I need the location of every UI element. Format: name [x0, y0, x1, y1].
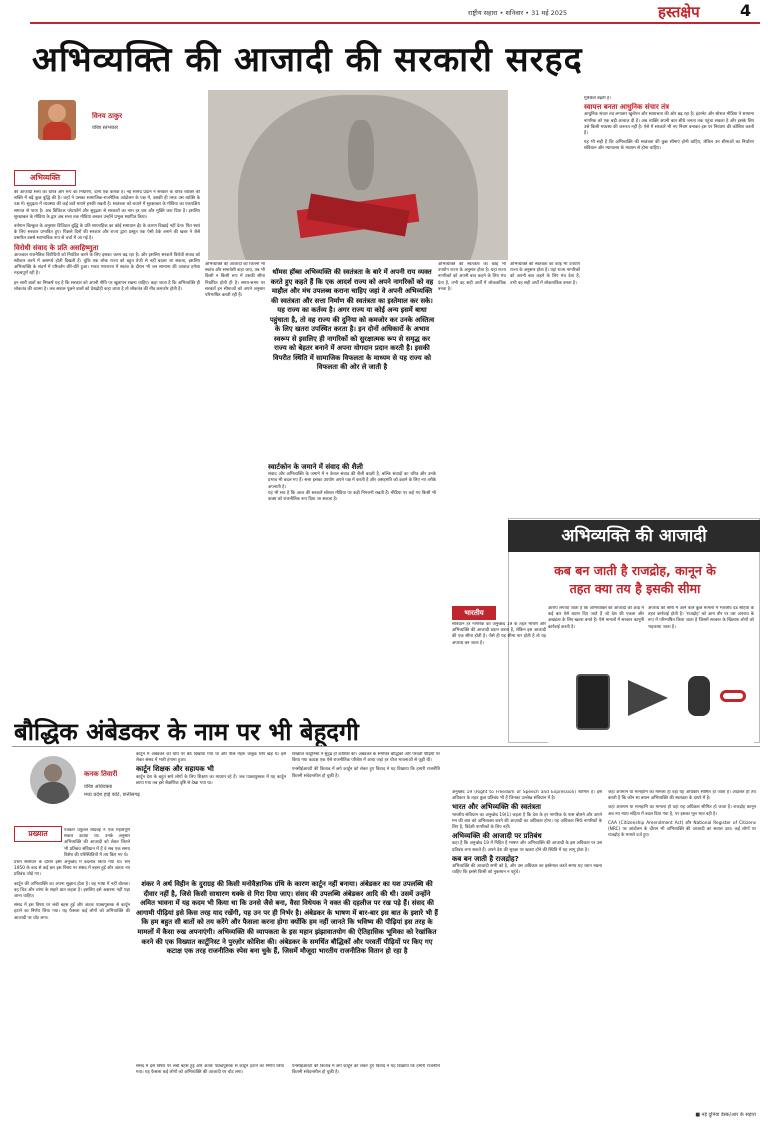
article2-col1b: प्रथम संशोधन के दौरान इसी अनुच्छेद में बदलाव किया गया था। सन् 1950 के बाद से कई बार इस विषय पर संसद में बहस हुई और अंततः नए प्रतिबंध जोड़े गए। कार्टून की अभिव्यक्ति का अपना सुझाव होता है। बह भाषा में नहीं बोलता। वह चित्र और व्यंग्य के सहारे बात कहता है। इसलिए इसे अक्षरशः नहीं पढ़ा जाना चाहिए। संसद में इस विषय पर लंबी बहस हुई और अंततः पाठ्यपुस्तक से कार्टून हटाने का निर्णय लिया गया। यह फैसला कई लोगों को अभिव्यक्ति की आजादी पर चोट लगा।: [14, 860, 130, 921]
author-role: वरिष्ठ स्तंभकार: [92, 125, 119, 131]
article1-pullquote: थॉमस हॉब्स अभिव्यक्ति की स्वतंत्रता के बारे में अपनी राय व्यक्त करते हुए कहते हैं कि एक आदर्श राज्य को अपने नागरिकों को वह माहौल और मंच उपलब्ध कराना चाहिए जहां वे अपनी अभिव्यक्ति की स्वतंत्रता और सत्ता निर्माण की स्वतंत्रता का इस्तेमाल कर सके। यह राज्य का कर्तव्य है। अगर राज्य या कोई अन्य इसमें बाधा पहुंचाता है, तो वह राज्य की दुनिया को कमजोर कर उनके अस्तित्व के लिए खतरा उपस्थित करता है। इन दोनों अधिकारों के अभाव स्वरूप से इसलिए ही नागरिकों को सुरक्षात्मक रूप से समृद्ध कर राज्य को बेहतर बनाने में अपना योगदान प्रदान करती है। इसकी विपरीत स्थिति में सामाजिक विफलता के माध्यम से यह राज्य को विफलता की ओर ले जाती है: [269, 268, 435, 371]
article2-col1: पत्रकार प्रफुल्ल बिदवई ने एक महत्वपूर्ण सवाल उठाया था। उनके अनुसार अभिव्यक्ति की आजादी को लेकर जितने भी प्रतिबंध संविधान में हैं वे सब एक समय विशेष की परिस्थितियों में तय किए गए थे।: [64, 828, 130, 858]
box-title-bar: [508, 520, 760, 552]
masthead-rule: [30, 22, 760, 24]
hero-image: [208, 90, 508, 260]
box-subtitle-1: कब बन जाती है राजद्रोह, कानून के: [554, 563, 716, 578]
article2-author-role2: मध्य प्रदेश हाई कोर्ट, छत्तीसगढ़: [84, 792, 140, 798]
nose-shape: [348, 120, 374, 190]
article2-author-photo: [30, 756, 76, 804]
masthead: [0, 0, 768, 22]
article2-col3: विख्यात कार्टूनिस्ट ने सुदृढ़ हो कोशिश की। अंबेडकर के समर्थित बौद्धिकों और परवर्ती पीढ़ियों पर किया गया कटाक्ष एक ऐसे राजनीतिक परिवेश में आया जहां हर चीज भावनाओं से जुड़ी थी। एनसीईआरटी की किताब में छपे कार्टून को लेकर हुए विवाद ने यह दिखाया कि हमारी राजनीति कितनी संवेदनशील हो चुकी है।: [292, 752, 440, 779]
article1-col1: की आजादी सत्ता का चरित्र और रूप का निर्धारण, दोनों एक कारक है। नई सामग्र प्रदान ने सरकार के चरित्र व्यक्ति की शक्ति में बढ़ें कुछ बुद्धि की है। जहाँ ने उसका सामाजिक-राजनैतिक आंदोलन के पक्ष में, उसकी ही तरफ़ उस व्यक्ति के पक्ष में। सुदृढ़ता में व्यवस्था की कई बातें मायने इनकी रखती है। स्वतंत्रता को बचाने में सुरक्षाबल के मीडिया का एकपक्षिय समाप्त से पाया है। अब डिजिटल प्लेटफॉर्म और सुदृढ़ता से सरकारों का नाम हर बार और मुक्ति करा दिया है। इसलिए सुरक्षाबल के मीडिया के द्वार अब सत्ता तक मीडिया बनकर उन्होंने प्रभुत्व स्थापित किया। वर्तमान बिल्कुल के अनुसार डिजिटल बुद्धि के प्रति साप्ताहिक का कोई समाधान ईंट के कारण दिखाई नहीं देता। फिर स्वयं के लिए सरकार प्रभावित हुए। पिछले दिनों की सरकार और राज्य द्वारा प्रस्तुत एक ऐसी ठेके बनाने की खबर ने जैसे प्रसारित उससे स्वाभाविक रूप से चर्चा में आ गई है। विरोधी संवाद के प्रति असहिष्णुता आजकल राजनैतिक विरोधियों को नियंत्रित करने के लिए इसका चलन बढ़ रहा है। और इसलिए सरकारें विरोधी संवाद को स्वीकार करने में असमर्थ होती दिखती हैं। चूंकि एक लोक राज्य को बहुत तेजी से नहीं बदला जा सकता, इसलिए अभिव्यक्ति के संदर्भ में परिवर्तन धीरे-धीरे हुआ। भारत गणराज्य में स्वतंत्र के दौरान भी जन सामान्य की आवाज़ हमेशा महत्वपूर्ण रही है। इन सारी बातों का निष्कर्ष यह है कि सरकार को अपनी नीति पर खुलापन रखना चाहिए। कहा जाता है कि अभिव्यक्ति ही लोकतंत्र की आत्मा है। जब सवाल पूछने वालों को देशद्रोही कहा जाता है तो लोकतंत्र की नींव कमजोर होती है।: [14, 190, 200, 292]
box-subtitle-2: तहत क्या तय है इसकी सीमा: [569, 581, 701, 596]
article1-col2: अभिव्यक्ति की आजादी को जितनी भी स्वतंत्र और समावेशी कहा जाए, तब भी किसी न किसी रूप में उसकी सीमा निर्धारित होती ही है। समय-समय पर सरकारें इन सीमाओं को अपने अनुसार परिभाषित करती रही हैं।: [205, 262, 265, 299]
article2-author-role: वरिष्ठ अधिवक्ता: [84, 784, 113, 790]
author-photo: [38, 100, 76, 140]
author-name: विनय ठाकुर: [92, 112, 123, 120]
phone-icon: [576, 674, 610, 730]
box-col4: अनुच्छेद 19 (Right to Freedom of Speech and Expression) शामिल है। इस अधिकार के तहत कुछ प्रतिबंध भी हैं जिनका उल्लेख संविधान में है। भारत और अभिव्यक्ति की स्वतंत्रता भारतीय संविधान का अनुच्छेद 19(1) कहता है कि देश के हर नागरिक के पास बोलने और अपने मन की बात को अभिव्यक्त करने की आज़ादी का अधिकार होगा। यह अधिकार सिर्फ नागरिकों के लिए है, विदेशी नागरिकों के लिए नहीं। अभिव्यक्ति की आजादी पर प्रतिबंध कहा है कि अनुच्छेद 19 में निहित है भाषण और अभिव्यक्ति की आजादी के इस अधिकार पर उस प्रतिबंध लगा सकते हैं। अपने देश की सुरक्षा पर खतरा होने की स्थिति में यह लागू होता है। कब बन जाती है राजद्रोह? अभिव्यक्ति की आजादी सभी को है, और उस अधिकार का इस्तेमाल करते समय यह ध्यान रखना चाहिए कि इससे किसी को नुकसान न पहुंचे।: [452, 790, 602, 876]
protest-illustration: [548, 660, 754, 746]
article1-col1-upper: [80, 168, 200, 190]
dateline: राष्ट्रीय सहारा • शनिवार • 31 मई 2025: [468, 9, 568, 17]
article1-col5b: अभिव्यक्ति की स्वतंत्रता का कोई भी उपयोग राज्य के अनुसार होता है। यहां राज्य नागरिकों को अपनी बात कहने के लिए मंच देता है, तभी वह सही अर्थों में लोकतांत्रिक बनता है।: [510, 262, 580, 286]
section-brand: हस्तक्षेप: [658, 3, 700, 21]
article1-col5: मुश्किलें बढ़ती हैं। स्वायत्त बनता आधुनिक संचार तंत्र आधुनिक संचार तंत्र लगातार खुलेपन और स्वायत्तता की ओर बढ़ रहा है। इंटरनेट और सोशल मीडिया ने सामान्य नागरिक को एक बड़ी आवाज़ दी है। अब व्यक्ति अपनी बात सीधे जनता तक पहुंचा सकता है और इसके लिए उसे किसी मध्यस्थ की जरूरत नहीं है। ऐसे में सरकारें भी नए नियम बनाकर इस पर नियंत्रण की कोशिश करती हैं। यह भी सही है कि अभिव्यक्ति की स्वतंत्रता की कुछ सीमाएं होनी चाहिए, लेकिन उन सीमाओं का निर्धारण संविधान और न्यायालय के माध्यम से होना चाहिए।: [584, 96, 754, 152]
box-col1: संविधान हर नागरिक को अनुच्छेद 19 के तहत भाषण और अभिव्यक्ति की आजादी प्रदान करता है, लेकिन इस आजादी की एक सीमा होती है। जैसे ही यह सीमा पार होती है तो यह अपराध बन जाता है।: [452, 622, 546, 646]
article2-pullquote: शंकर ने अर्थ विहीन के दुराग्रह की किसी मनोवैज्ञानिक ग्रंथि के कारण कार्टून नहीं बनाया। अंबेडकर का यश उपलब्धि की दीवार नहीं है, जिसे किसी साधारण धक्के से गिरा दिया जाए। संसद की उपलब्धि अंबेडकर आदि की थी। उसमें उन्होंने अमित भावना में यह कदम भी किया था कि उनसे जैसे बना, वैसा विधेयक ने वक्त की दहलीज पर रख पड़े हैं। संसद की आगामी पीढ़ियां इसे किस तरह याद रखेंगी, यह उन पर ही निर्भर है। अंबेडकर के भाषण में बार-बार इस बात के इशारे भी हैं कि हम बहुत सी बातों को तय करेंगे और फैसला करना होगा क्योंकि हम नहीं जानते कि भविष्य की पीढ़ियां इस तरह के मामलों में कैसा रुख अपनाएंगी। अभिव्यक्ति की व्यापकता के इस महान झंझावातयोग की ऐतिहासिक भूमिका को रेखांकित करने की एक विख्यात कार्टूनिस्ट ने पुरज़ोर कोशिश की। अंबेडकर के समर्थित बौद्धिकों और परवर्ती पीढ़ियों पर किए गए कटाक्ष एक तरह राजनीतिक स्पेस बना चुके हैं, जिसमें मौजूदा भारतीय राजनीतिक वितान हो रहा है: [136, 880, 438, 956]
article2-col2: कार्टून में अंबेडकर को घोंघे पर बैठे दिखाया गया था और पीछे नेहरू चाबुक लिए खड़े थे। इसे लेकर संसद में भारी हंगामा हुआ। कार्टून शिक्षक और सहायक भी कार्टून देश के बहुत सारे लोगों के लिए शिक्षण का माध्यम रहे हैं। जब पाठ्यपुस्तक में यह कार्टून छापा गया तब इसे शैक्षणिक दृष्टि से देखा गया था।: [136, 752, 286, 786]
article2-tag: प्रख्यात: [14, 826, 62, 842]
article1-col4: अभिव्यक्ति की स्वतंत्रता का कोई भी उपयोग राज्य के अनुसार होता है। यहां राज्य नागरिकों को अपनी बात कहने के लिए मंच देता है, तभी वह सही अर्थों में लोकतांत्रिक बनता है।: [438, 262, 506, 292]
article2-author-name: कनक तिवारी: [84, 770, 118, 778]
megaphone-icon: [628, 680, 668, 716]
box-col2: आरोप लगाया जाता है कि अभिव्यक्ति की आजादी की आड़ में कई बार ऐसे बयान दिए जाते हैं जो देश की एकता और अखंडता के लिए खतरा बनते हैं। ऐसे मामलों में सरकार कानूनी कार्रवाई करती है।: [548, 606, 644, 630]
section-tag: अभिव्यक्ति: [14, 170, 76, 186]
article2-col3-bottom: एनसीईआरटी की किताब में छपे कार्टून को लेकर हुए विवाद ने यह दिखाया कि हमारी राजनीति कितनी संवेदनशील हो चुकी है।: [292, 1064, 440, 1076]
box-credit: ■ नई दुनिया डेस्क/आर के सहारा: [695, 1112, 756, 1118]
box-col5: जहां अपमान या मानहानि का मामला हो वहां यह अधिकार सीमित हो जाता है। अदालत ही तय करती है कि कौन सा बयान अभिव्यक्ति की स्वतंत्रता के दायरे में है। जहां अपमान या मानहानि का मामला हो वहां यह अधिकार सीमित हो जाता है। राजद्रोह कानून अब नए न्याय संहिता में बदल दिया गया है, पर इसका मूल भाव वही है। CAA (Citizenship Amendment Act) और National Register of Citizens (NRC) पर आंदोलन के दौरान भी अभिव्यक्ति की आजादी का सवाल उठा। कई लोगों पर राजद्रोह के मामले दर्ज हुए।: [608, 790, 756, 839]
article2-headline: बौद्धिक अंबेडकर के नाम पर भी बेहूदगी: [14, 718, 359, 746]
article1-col3: स्वार्टकोन के जमाने में संवाद की शैली संवाद और अभिव्यक्ति के जमाने में न केवल संवाद की शैली बदली है, बल्कि संवादों का चरित्र और उनके प्रभाव भी बदल गए हैं। सत्ता इसका उपयोग अपने पक्ष में करती है और असहमति को दबाने के लिए नए तरीके अपनाती है। यह भी सच है कि आज की सरकारें सोशल मीडिया पर कड़ी निगरानी रखती हैं। मीडिया पर कहे गए किसी भी वाक्य को राजनीतिक रूप दिया जा सकता है।: [268, 463, 436, 503]
box-col3: अपराध की श्रेणी में आने वाले कुछ मामलों में भारतीय दंड संहिता के तहत कार्रवाई होती है। 'राजद्रोह' को आम तौर पर उस अपराध के रूप में परिभाषित किया जाता है जिसमें सरकार के खिलाफ लोगों को भड़काया जाता है।: [648, 606, 754, 630]
main-headline: अभिव्यक्ति की आजादी की सरकारी सरहद: [32, 40, 583, 80]
box-title: अभिव्यक्ति की आजादी: [561, 526, 707, 546]
section-divider: [12, 746, 760, 747]
chain-icon: [720, 690, 746, 702]
box-tag: भारतीय: [452, 606, 496, 620]
page-number: 4: [740, 1, 752, 20]
article2-col2-bottom: संसद में इस विषय पर लंबी बहस हुई और अंततः पाठ्यपुस्तक से कार्टून हटाने का निर्णय लिया गया। यह फैसला कई लोगों को अभिव्यक्ति की आजादी पर चोट लगा।: [136, 1064, 284, 1076]
fist-icon: [688, 676, 710, 716]
